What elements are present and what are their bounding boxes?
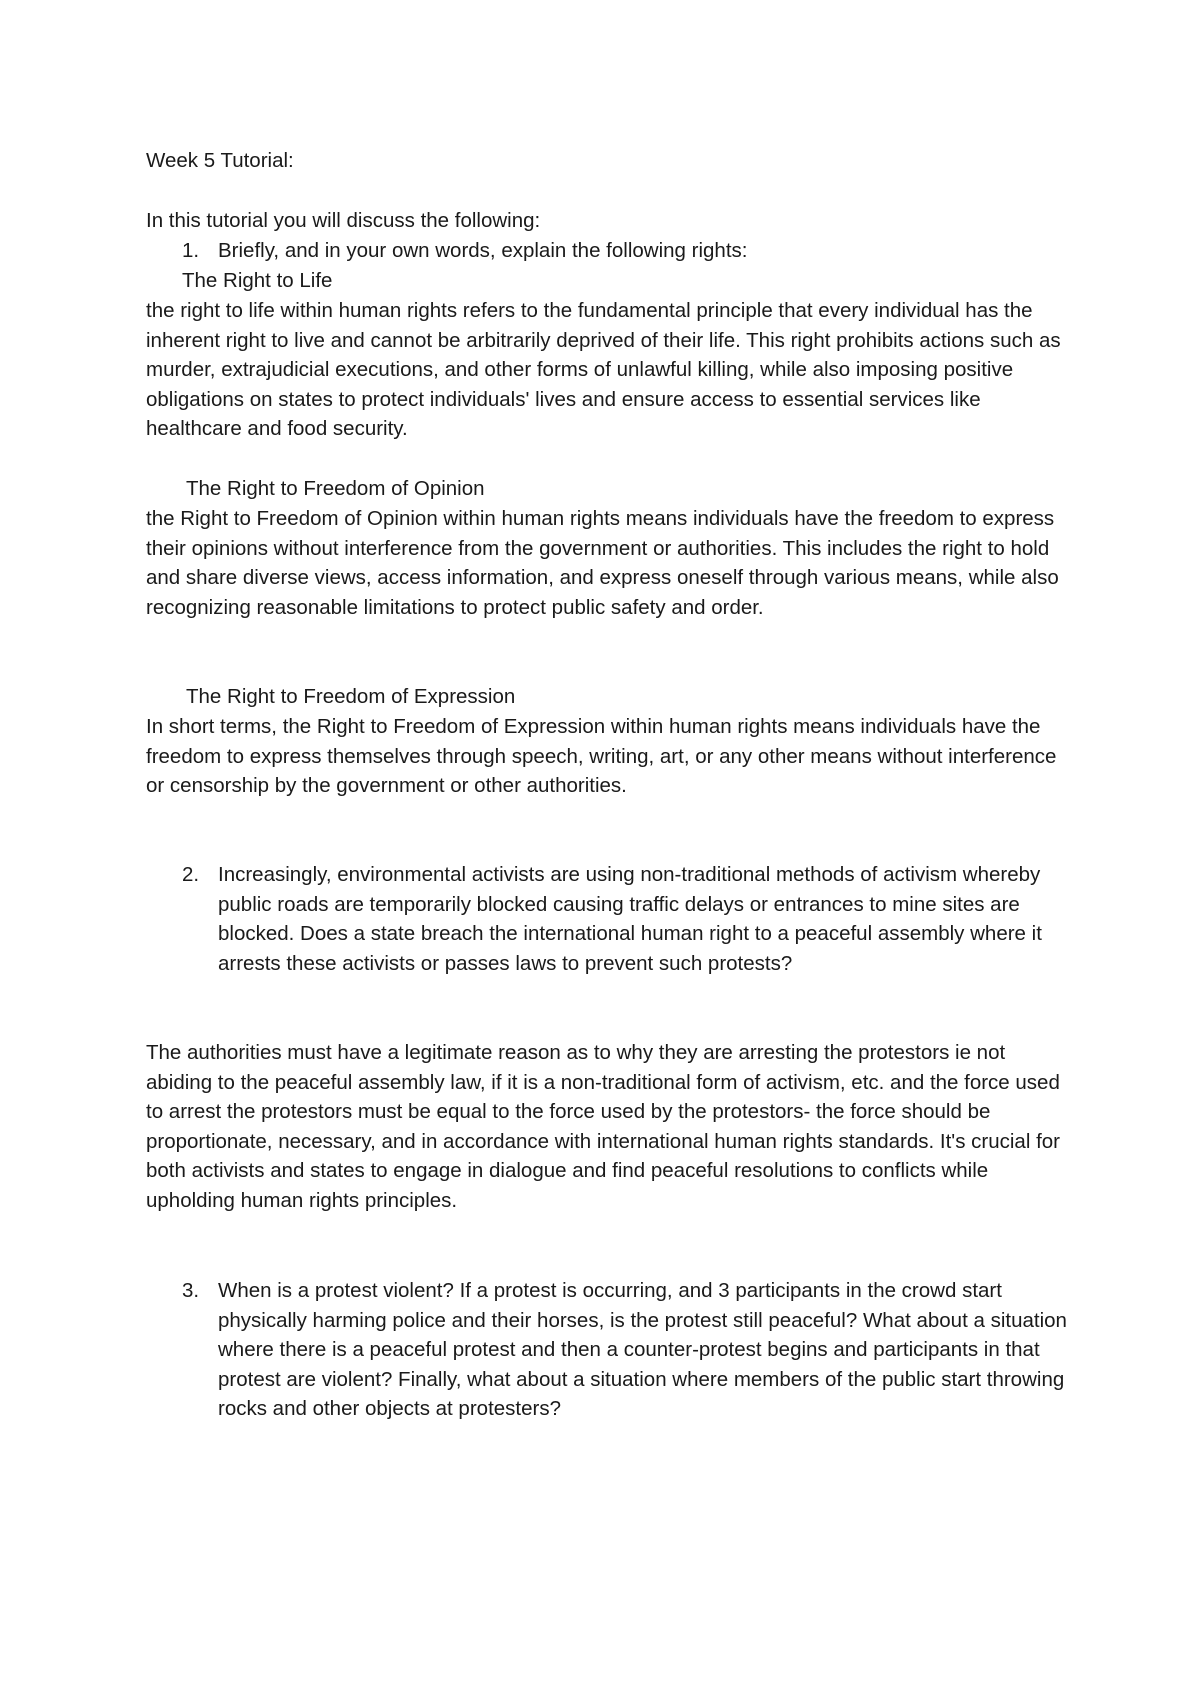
question-1-number: 1.: [182, 239, 200, 262]
right-to-life-heading: The Right to Life: [182, 269, 333, 292]
freedom-of-expression-heading: The Right to Freedom of Expression: [186, 685, 516, 708]
document-title: Week 5 Tutorial:: [146, 149, 294, 172]
question-2-answer: The authorities must have a legitimate reason as to why they are arresting the protestors ie not abiding to the peaceful assembly law, if it is a non-traditional form of activism, etc. and the force used to arrest the protestors must be equal to the force used by the protestors- the force should be proportionate, necessary, and in accordance with international human rights standards. It's crucial for both activists and states to engage in dialogue and find peaceful resolutions to conflicts while upholding human rights principles.: [146, 1041, 1060, 1212]
freedom-of-opinion-answer: the Right to Freedom of Opinion within human rights means individuals have the freedom to express their opinions without interference from the government or authorities. This includes the right to hold and share diverse views, access information, and express oneself through various means, while also recognizing reasonable limitations to protect public safety and order.: [146, 507, 1059, 619]
right-to-life-answer: the right to life within human rights refers to the fundamental principle that every individual has the inherent right to live and cannot be arbitrarily deprived of their life. This right prohibits actions such as murder, extrajudicial executions, and other forms of unlawful killing, while also imposing positive obligations on states to protect individuals' lives and ensure access to essential services like healthcare and food security.: [146, 299, 1061, 441]
question-2-text: Increasingly, environmental activists are using non-traditional methods of activism whereby public roads are temporarily blocked causing traffic delays or entrances to mine sites are blocked. Does a state breach the international human right to a peaceful assembly where it arrests these activists or passes laws to prevent such protests?: [218, 863, 1042, 975]
question-2-number: 2.: [182, 863, 200, 886]
intro-text: In this tutorial you will discuss the following:: [146, 209, 541, 232]
question-1-text: Briefly, and in your own words, explain the following rights:: [218, 239, 748, 262]
freedom-of-expression-answer: In short terms, the Right to Freedom of Expression within human rights means individuals have the freedom to express themselves through speech, writing, art, or any other means without interference or censorship by the government or other authorities.: [146, 715, 1057, 798]
question-3-text: When is a protest violent? If a protest is occurring, and 3 participants in the crowd start physically harming police and their horses, is the protest still peaceful? What about a situation where there is a peaceful protest and then a counter-protest begins and participants in that protest are violent? Finally, what about a situation where members of the public start throwing rocks and other objects at protesters?: [218, 1279, 1067, 1421]
freedom-of-opinion-heading: The Right to Freedom of Opinion: [186, 477, 485, 500]
question-3-number: 3.: [182, 1279, 200, 1302]
